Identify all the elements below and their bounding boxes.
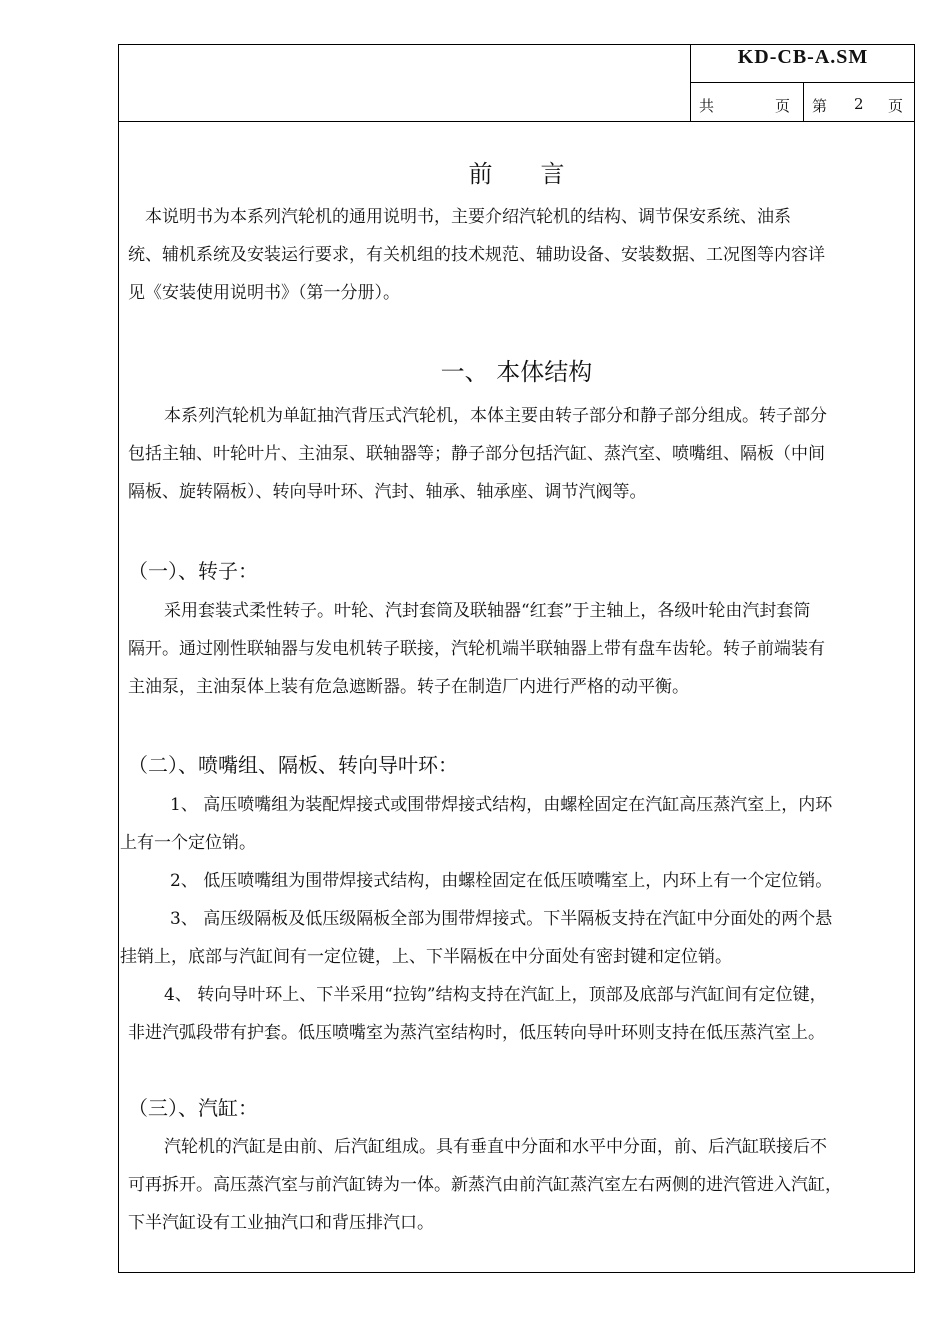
- cylinder-line: 可再拆开。高压蒸汽室与前汽缸铸为一体。新蒸汽由前汽缸蒸汽室左右两侧的进汽管进入汽缸，: [128, 1175, 842, 1195]
- total-pages-cell: [691, 83, 804, 121]
- current-page-number: 2: [854, 95, 864, 113]
- rotor-line: 隔开。通过刚性联轴器与发电机转子联接，汽轮机端半联轴器上带有盘车齿轮。转子前端装有: [128, 639, 825, 659]
- nozzle-item-line: 3、 高压级隔板及低压级隔板全部为围带焊接式。下半隔板支持在汽缸中分面处的两个悬: [170, 909, 833, 929]
- rotor-line: 采用套装式柔性转子。叶轮、汽封套筒及联轴器“红套”于主轴上，各级叶轮由汽封套筒: [164, 601, 811, 621]
- title-block: [690, 45, 915, 121]
- structure-line: 本系列汽轮机为单缸抽汽背压式汽轮机，本体主要由转子部分和静子部分组成。转子部分: [164, 406, 827, 426]
- cylinder-line: 汽轮机的汽缸是由前、后汽缸组成。具有垂直中分面和水平中分面，前、后汽缸联接后不: [164, 1137, 827, 1157]
- nozzle-item-line: 1、 高压喷嘴组为装配焊接式或围带焊接式结构，由螺栓固定在汽缸高压蒸汽室上，内环: [170, 795, 833, 815]
- subsection-title-rotor: （一）、转子：: [128, 559, 258, 583]
- nozzle-item-line: 挂销上，底部与汽缸间有一定位键，上、下半隔板在中分面处有密封键和定位销。: [120, 947, 732, 967]
- cylinder-line: 下半汽缸设有工业抽汽口和背压排汽口。: [128, 1213, 434, 1233]
- current-page-unit: 页: [888, 97, 904, 115]
- structure-paragraph: [128, 397, 908, 511]
- rotor-line: 主油泵，主油泵体上装有危急遮断器。转子在制造厂内进行严格的动平衡。: [128, 677, 689, 697]
- rotor-paragraph: [128, 592, 908, 706]
- preface-title: 前 言: [468, 160, 565, 188]
- document-code: KD-CB-A.SM: [691, 45, 915, 83]
- subsection-title-nozzle: （二）、喷嘴组、隔板、转向导叶环：: [128, 753, 458, 777]
- nozzle-item-line: 2、 低压喷嘴组为围带焊接式结构，由螺栓固定在低压喷嘴室上，内环上有一个定位销。: [170, 871, 833, 891]
- structure-line: 隔板、旋转隔板）、转向导叶环、汽封、轴承、轴承座、调节汽阀等。: [128, 482, 647, 502]
- total-pages-label: 共: [699, 97, 715, 115]
- nozzle-item-line: 非进汽弧段带有护套。低压喷嘴室为蒸汽室结构时，低压转向导叶环则支持在低压蒸汽室上。: [128, 1023, 825, 1043]
- nozzle-item-line: 4、 转向导叶环上、下半采用“拉钩”结构支持在汽缸上，顶部及底部与汽缸间有定位键，: [164, 985, 827, 1005]
- page-info-row: [691, 83, 915, 121]
- subsection-title-cylinder: （三）、汽缸：: [128, 1096, 258, 1120]
- total-pages-unit: 页: [775, 97, 791, 115]
- nozzle-item-line: 上有一个定位销。: [120, 833, 256, 853]
- preface-line: 统、辅机系统及安装运行要求，有关机组的技术规范、辅助设备、安装数据、工况图等内容详: [128, 245, 825, 265]
- preface-paragraph: [128, 198, 908, 312]
- current-page-label: 第: [812, 97, 828, 115]
- structure-line: 包括主轴、叶轮叶片、主油泵、联轴器等；静子部分包括汽缸、蒸汽室、喷嘴组、隔板（中间: [128, 444, 825, 464]
- nozzle-paragraph: [120, 786, 910, 1052]
- cylinder-paragraph: [128, 1128, 908, 1242]
- header-divider: [119, 121, 914, 122]
- current-page-cell: [804, 83, 915, 121]
- preface-line: 见《安装使用说明书》（第一分册）。: [128, 283, 400, 303]
- section-title-structure: 一、 本体结构: [440, 358, 593, 386]
- preface-line: 本说明书为本系列汽轮机的通用说明书，主要介绍汽轮机的结构、调节保安系统、油系: [128, 207, 791, 227]
